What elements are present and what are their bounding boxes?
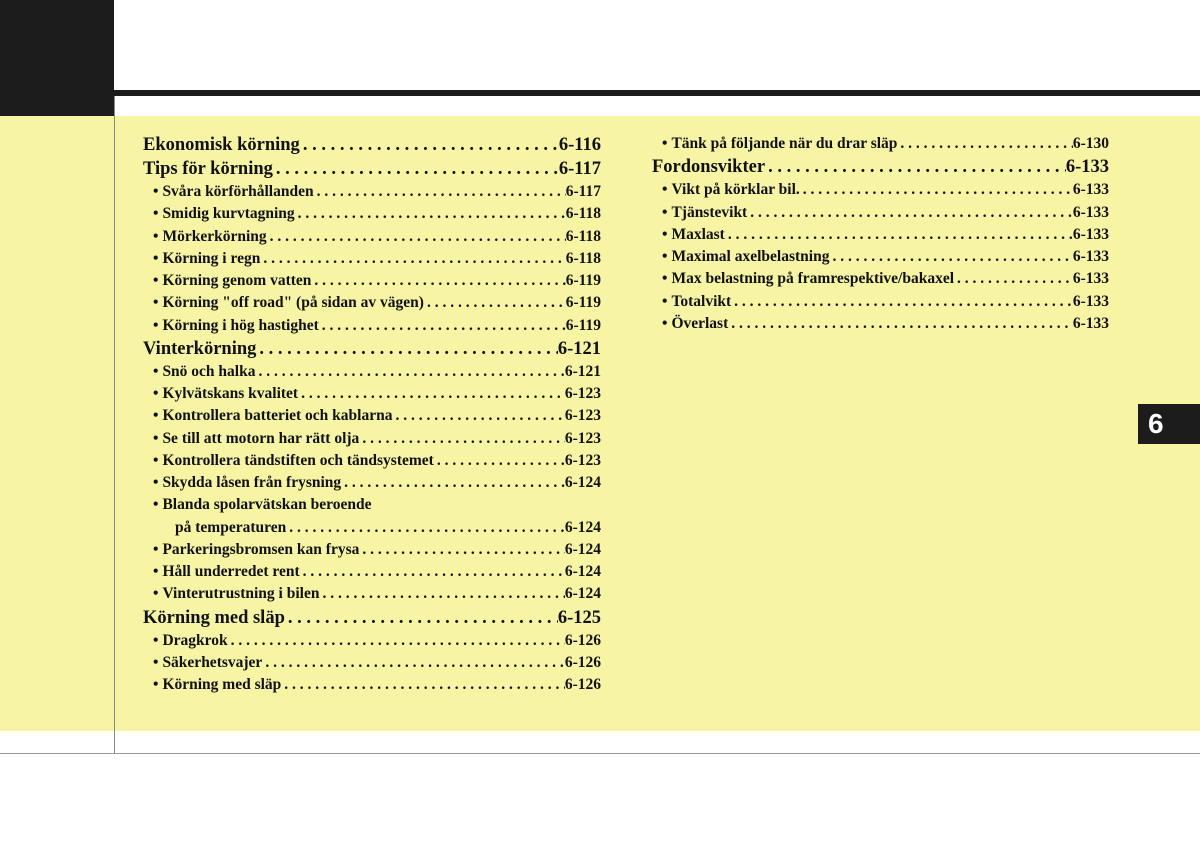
toc-page-number: 6-116 (558, 135, 601, 155)
dot-leader (228, 630, 565, 652)
dot-leader (800, 179, 1073, 201)
toc-entry-title-text: Blanda spolarvätskan beroende (162, 496, 372, 514)
dot-leader (255, 361, 564, 383)
bullet-icon: • (153, 272, 159, 289)
bullet-icon: • (153, 676, 159, 693)
toc-page-number: 6-133 (1072, 181, 1109, 199)
toc-page-number: 6-133 (1072, 225, 1109, 243)
toc-subsection-entry[interactable] (143, 539, 601, 561)
bullet-icon: • (153, 407, 159, 425)
toc-subsection-entry[interactable] (143, 292, 601, 314)
toc-entry-title-text: Vinterutrustning i bilen (162, 585, 320, 603)
toc-entry-title (175, 517, 286, 539)
toc-entry-title (153, 248, 260, 270)
toc-subsection-entry[interactable] (143, 652, 601, 674)
toc-page-number: 6-117 (565, 183, 601, 200)
dot-leader (314, 181, 566, 203)
toc-subsection-entry[interactable] (143, 674, 601, 696)
dot-leader (434, 450, 565, 472)
toc-page-number: 6-123 (564, 385, 601, 402)
toc-entry-title-text: Kontrollera batteriet och kablarna (162, 407, 393, 425)
toc-page-number: 6-117 (558, 159, 601, 179)
footer-rule (0, 753, 1200, 754)
dot-leader (300, 561, 565, 583)
toc-entry-title-text: Vikt på körklar bil. (671, 181, 800, 199)
toc-page-number: 6-118 (565, 249, 601, 267)
dot-leader (725, 224, 1073, 246)
toc-page-number: 6-133 (1072, 270, 1109, 288)
chapter-tab-marker[interactable]: 6 (1138, 404, 1200, 444)
toc-entry-title (153, 630, 228, 652)
toc-section-entry[interactable] (143, 133, 601, 157)
toc-entry-title-text: Maxlast (671, 225, 725, 243)
left-margin-rule (114, 96, 115, 754)
toc-subsection-entry[interactable] (143, 203, 601, 225)
dot-leader (359, 539, 564, 561)
toc-entry-title-text: Körning med släp (143, 607, 285, 628)
bullet-icon: • (153, 585, 159, 603)
toc-subsection-entry[interactable] (143, 405, 601, 427)
dot-leader (273, 157, 559, 181)
toc-entry-title (662, 246, 829, 268)
toc-subsection-entry[interactable] (143, 472, 601, 494)
toc-entry-title-text: Se till att motorn har rätt olja (162, 429, 360, 447)
dot-leader (897, 133, 1072, 155)
toc-entry-title (153, 494, 371, 516)
toc-page-number: 6-124 (564, 540, 601, 558)
bullet-icon: • (153, 316, 159, 334)
toc-page-number: 6-119 (565, 294, 601, 312)
toc-entry-title-text: Fordonsvikter (652, 157, 766, 178)
toc-entry-title-text: Snö och halka (162, 362, 256, 380)
header-black-block (0, 0, 114, 116)
dot-leader (300, 133, 559, 157)
toc-entry-title (662, 313, 728, 335)
toc-entry-title-text: Parkeringsbromsen kan frysa (162, 540, 360, 558)
toc-entry-title-text: Mörkerkörning (162, 227, 267, 245)
toc-section-entry[interactable] (652, 155, 1109, 179)
header-rule (114, 90, 1200, 96)
toc-subsection-entry[interactable] (143, 583, 601, 605)
dot-leader (829, 246, 1072, 268)
bullet-icon: • (153, 540, 159, 558)
toc-entry-title-text: Säkerhetsvajer (162, 653, 263, 671)
dot-leader (392, 405, 564, 427)
toc-page-number: 6-119 (565, 316, 601, 334)
toc-page-number: 6-123 (564, 429, 601, 447)
toc-entry-title (153, 450, 434, 472)
toc-subsection-entry[interactable] (143, 383, 601, 405)
dot-leader (954, 268, 1073, 290)
toc-section-entry[interactable] (143, 606, 601, 630)
bullet-icon: • (153, 429, 159, 447)
dot-leader (285, 606, 558, 630)
toc-entry-title (652, 155, 765, 179)
toc-section-entry[interactable] (143, 337, 601, 361)
bullet-icon: • (153, 249, 159, 267)
toc-entry-title (153, 652, 262, 674)
bullet-icon: • (153, 653, 159, 671)
toc-page-number: 6-130 (1072, 135, 1109, 152)
toc-page-number: 6-133 (1072, 203, 1109, 221)
toc-subsection-entry[interactable] (143, 361, 601, 383)
toc-entry-title-text: Dragkrok (162, 631, 228, 649)
toc-entry-title-text: Tänk på följande när du drar släp (671, 135, 898, 152)
toc-subsection-entry[interactable] (652, 224, 1109, 246)
toc-subsection-entry[interactable] (143, 248, 601, 270)
bullet-icon: • (153, 183, 159, 200)
toc-entry-title (662, 202, 747, 224)
toc-entry-title-text: Maximal axelbelastning (671, 248, 830, 265)
dot-leader (295, 203, 566, 225)
toc-entry-title-text: Kylvätskans kvalitet (162, 385, 299, 402)
toc-page-number: 6-133 (1065, 157, 1109, 178)
toc-entry-title-text: Körning med släp (162, 676, 282, 693)
dot-leader (424, 292, 566, 314)
toc-entry-title (143, 157, 273, 181)
toc-entry-title (662, 268, 954, 290)
toc-entry-title (153, 561, 300, 583)
dot-leader (298, 383, 565, 405)
toc-page-number: 6-133 (1072, 292, 1109, 310)
bullet-icon: • (153, 294, 159, 312)
toc-subsection-entry[interactable] (143, 450, 601, 472)
toc-page-number: 6-124 (564, 518, 601, 536)
toc-subsection-entry[interactable] (143, 517, 601, 539)
dot-leader (359, 428, 565, 450)
toc-subsection-entry[interactable] (652, 313, 1109, 335)
bullet-icon: • (662, 248, 668, 265)
toc-page-number: 6-124 (564, 585, 601, 603)
toc-entry-title (153, 428, 359, 450)
dot-leader (319, 315, 566, 337)
toc-page-number: 6-133 (1072, 248, 1109, 265)
bullet-icon: • (662, 181, 668, 199)
toc-page-number: 6-124 (564, 474, 601, 491)
toc-page-number: 6-121 (564, 362, 601, 380)
toc-subsection-entry[interactable] (143, 494, 601, 516)
toc-entry-title-text: Tjänstevikt (671, 203, 748, 221)
toc-page-number: 6-126 (564, 676, 601, 693)
toc-subsection-entry[interactable] (652, 246, 1109, 268)
toc-subsection-entry[interactable] (143, 561, 601, 583)
dot-leader (319, 583, 564, 605)
dot-leader (341, 472, 565, 494)
toc-entry-title (153, 315, 319, 337)
bullet-icon: • (662, 270, 668, 288)
toc-subsection-entry[interactable] (143, 630, 601, 652)
bullet-icon: • (153, 227, 159, 245)
bullet-icon: • (153, 362, 159, 380)
toc-page-number: 6-133 (1072, 314, 1109, 332)
toc-entry-title-text: Max belastning på framrespektive/bakaxel (671, 270, 955, 288)
toc-page-number: 6-126 (564, 631, 601, 649)
toc-entry-title (153, 181, 314, 203)
toc-entry-title (153, 405, 392, 427)
bullet-icon: • (153, 474, 159, 491)
toc-entry-title (153, 203, 295, 225)
toc-entry-title (153, 361, 255, 383)
bullet-icon: • (153, 451, 159, 469)
bullet-icon: • (153, 496, 159, 514)
toc-entry-title (153, 383, 298, 405)
toc-entry-title (153, 292, 424, 314)
toc-subsection-entry[interactable] (143, 270, 601, 292)
toc-subsection-entry[interactable] (652, 179, 1109, 201)
toc-entry-title-text: Körning "off road" (på sidan av vägen) (162, 294, 424, 312)
toc-entry-title (662, 224, 725, 246)
dot-leader (262, 652, 565, 674)
toc-entry-title (662, 179, 800, 201)
toc-page-number: 6-125 (557, 607, 601, 628)
bullet-icon: • (662, 292, 668, 310)
toc-entry-title (153, 539, 359, 561)
toc-entry-title (153, 226, 267, 248)
toc-entry-title-text: Överlast (671, 314, 729, 332)
dot-leader (267, 226, 566, 248)
toc-entry-title-text: Körning i regn (162, 249, 261, 267)
toc-page-number: 6-124 (564, 563, 601, 580)
toc-entry-title (153, 472, 341, 494)
dot-leader (286, 517, 565, 539)
toc-entry-title-text: Totalvikt (671, 292, 732, 310)
dot-leader (260, 248, 565, 270)
toc-entry-title (153, 674, 281, 696)
dot-leader (747, 202, 1073, 224)
toc-entry-title (143, 606, 285, 630)
bullet-icon: • (662, 314, 668, 332)
toc-entry-title-text: Kontrollera tändstiften och tändsystemet (162, 451, 434, 469)
dot-leader (311, 270, 565, 292)
toc-entry-title (662, 133, 897, 155)
toc-entry-title-text: på temperaturen (175, 518, 287, 536)
dot-leader (256, 337, 557, 361)
bullet-icon: • (662, 203, 668, 221)
toc-section-entry[interactable] (143, 157, 601, 181)
toc-page-number: 6-126 (564, 653, 601, 671)
toc-entry-title (143, 337, 256, 361)
bullet-icon: • (662, 225, 668, 243)
toc-entry-title (153, 583, 319, 605)
toc-entry-title-text: Körning genom vatten (162, 272, 312, 289)
toc-left-column (143, 133, 601, 696)
toc-entry-title (153, 270, 311, 292)
toc-subsection-entry[interactable] (652, 202, 1109, 224)
toc-entry-title (143, 133, 300, 157)
dot-leader (731, 291, 1073, 313)
toc-entry-title-text: Ekonomisk körning (143, 135, 300, 155)
toc-page-number: 6-123 (564, 451, 601, 469)
toc-entry-title-text: Tips för körning (143, 159, 273, 179)
toc-entry-title (662, 291, 731, 313)
bullet-icon: • (153, 205, 159, 223)
toc-subsection-entry[interactable] (143, 428, 601, 450)
bullet-icon: • (153, 385, 159, 402)
toc-subsection-entry[interactable] (652, 291, 1109, 313)
toc-page-number: 6-119 (565, 272, 601, 289)
toc-right-column (652, 133, 1109, 335)
toc-page-number: 6-118 (565, 205, 601, 223)
toc-entry-title-text: Håll underredet rent (162, 563, 300, 580)
toc-subsection-entry[interactable] (652, 268, 1109, 290)
dot-leader (281, 674, 565, 696)
toc-entry-title-text: Smidig kurvtagning (162, 205, 295, 223)
bullet-icon: • (662, 135, 668, 152)
bullet-icon: • (153, 631, 159, 649)
toc-page-number: 6-123 (564, 407, 601, 425)
toc-entry-title-text: Körning i hög hastighet (162, 316, 319, 334)
toc-subsection-entry[interactable] (143, 181, 601, 203)
toc-subsection-entry[interactable] (143, 226, 601, 248)
toc-page-number: 6-118 (565, 227, 601, 245)
toc-subsection-entry[interactable] (652, 133, 1109, 155)
bullet-icon: • (153, 563, 159, 580)
toc-entry-title-text: Svåra körförhållanden (162, 183, 314, 200)
toc-entry-title-text: Vinterkörning (143, 338, 257, 359)
toc-page-number: 6-121 (557, 338, 601, 359)
toc-subsection-entry[interactable] (143, 315, 601, 337)
toc-entry-title-text: Skydda låsen från frysning (162, 474, 342, 491)
dot-leader (765, 155, 1066, 179)
dot-leader (728, 313, 1073, 335)
